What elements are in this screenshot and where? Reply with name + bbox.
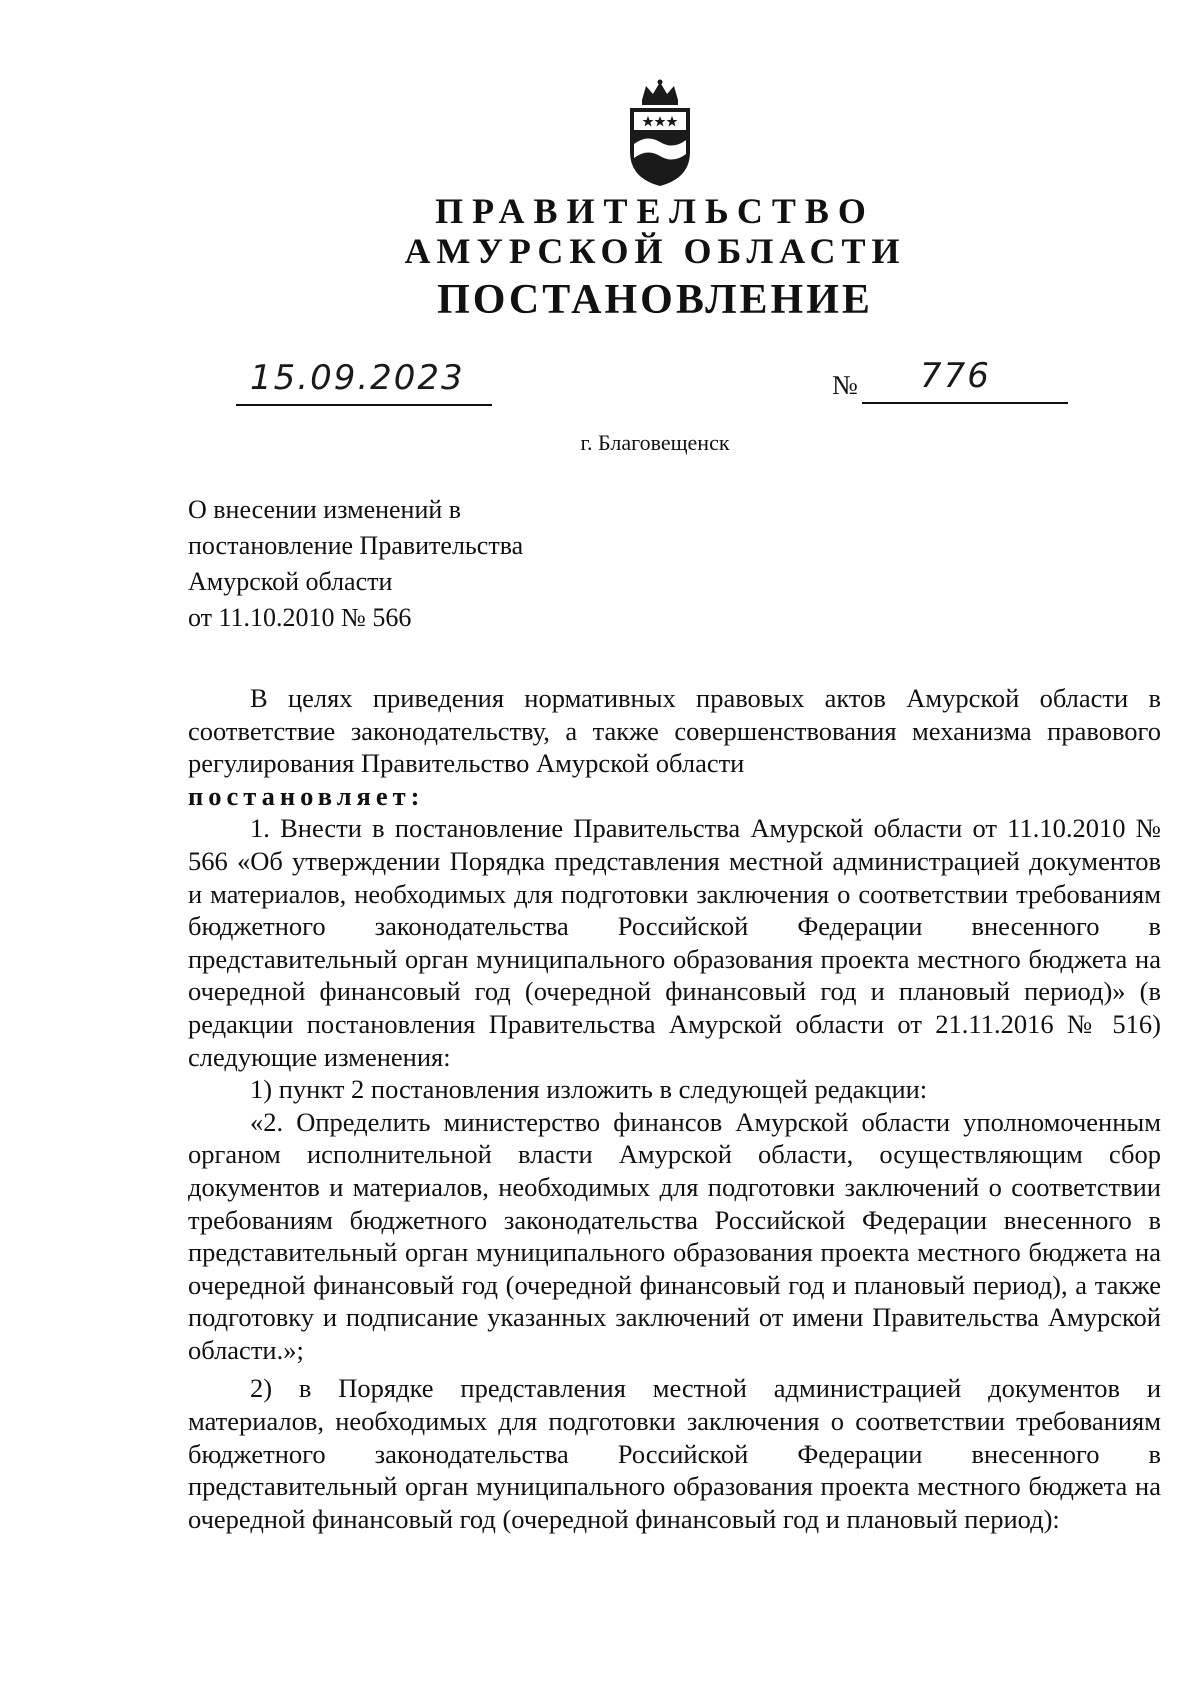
- subitem-2-paragraph: 2) в Порядке представления местной администрацией документов и материалов, необходимых для подготовки заключения о соответствии требованиям бюджетного законодательства Российской Федерации внесенного в представительный орган муниципального образования проекта местного бюджета на очередной финансовый год (очередной финансовый год и плановый период):: [188, 1373, 1161, 1534]
- subject-line: от 11.10.2010 № 566: [188, 603, 412, 632]
- handwritten-date: 15.09.2023: [250, 358, 465, 398]
- subitem-1-paragraph: 1) пункт 2 постановления изложить в следующей редакции:: [250, 1074, 928, 1105]
- city-of-issue: г. Благовещенск: [580, 430, 730, 455]
- item-1-paragraph: 1. Внести в постановление Правительства Амурской области от 11.10.2010 № 566 «Об утверждении Порядка представления местной администрацией документов и материалов, необходимых для подготовки заключения о соответствии требованиям бюджетного законодательства Российской Федерации внесенного в представительный орган муниципального образования проекта местного бюджета на очередной финансовый год (очередной финансовый год и плановый период)» (в редакции постановления Правительства Амурской области от 21.11.2016 № 516) следующие изменения:: [188, 813, 1161, 1072]
- subject-line: Амурской области: [188, 567, 393, 596]
- document-body: [188, 682, 1161, 1535]
- subject-line: постановление Правительства: [188, 531, 524, 560]
- number-field: [862, 356, 1068, 404]
- document-type-title: ПОСТАНОВЛЕНИЕ: [437, 277, 873, 323]
- quoted-clause-paragraph: «2. Определить министерство финансов Амурской области уполномоченным органом исполнительной власти Амурской области, осуществляющим сбор документов и материалов, необходимых для подготовки заключений о соответствии требованиям бюджетного законодательства Российской Федерации внесенного в представительный орган муниципального образования проекта местного бюджета на очередной финансовый год (очередной финансовый год и плановый период), а также подготовку и подписание указанных заключений от имени Правительства Амурской области.»;: [188, 1106, 1161, 1365]
- subject-line: О внесении изменений в: [188, 495, 462, 524]
- organization-name-line1: ПРАВИТЕЛЬСТВО: [435, 191, 875, 231]
- handwritten-number: 776: [920, 356, 991, 396]
- date-field: [236, 358, 492, 406]
- number-sign: №: [832, 370, 858, 400]
- coat-of-arms-icon: [620, 78, 700, 188]
- document-subject: [188, 492, 523, 636]
- organization-name-line2: АМУРСКОЙ ОБЛАСТИ: [404, 231, 906, 271]
- preamble-paragraph: В целях приведения нормативных правовых актов Амурской области в соответствие законодательству, а также совершенствования механизма правового регулирования Правительство Амурской области: [188, 683, 1161, 779]
- resolves-keyword: постановляет:: [188, 780, 425, 811]
